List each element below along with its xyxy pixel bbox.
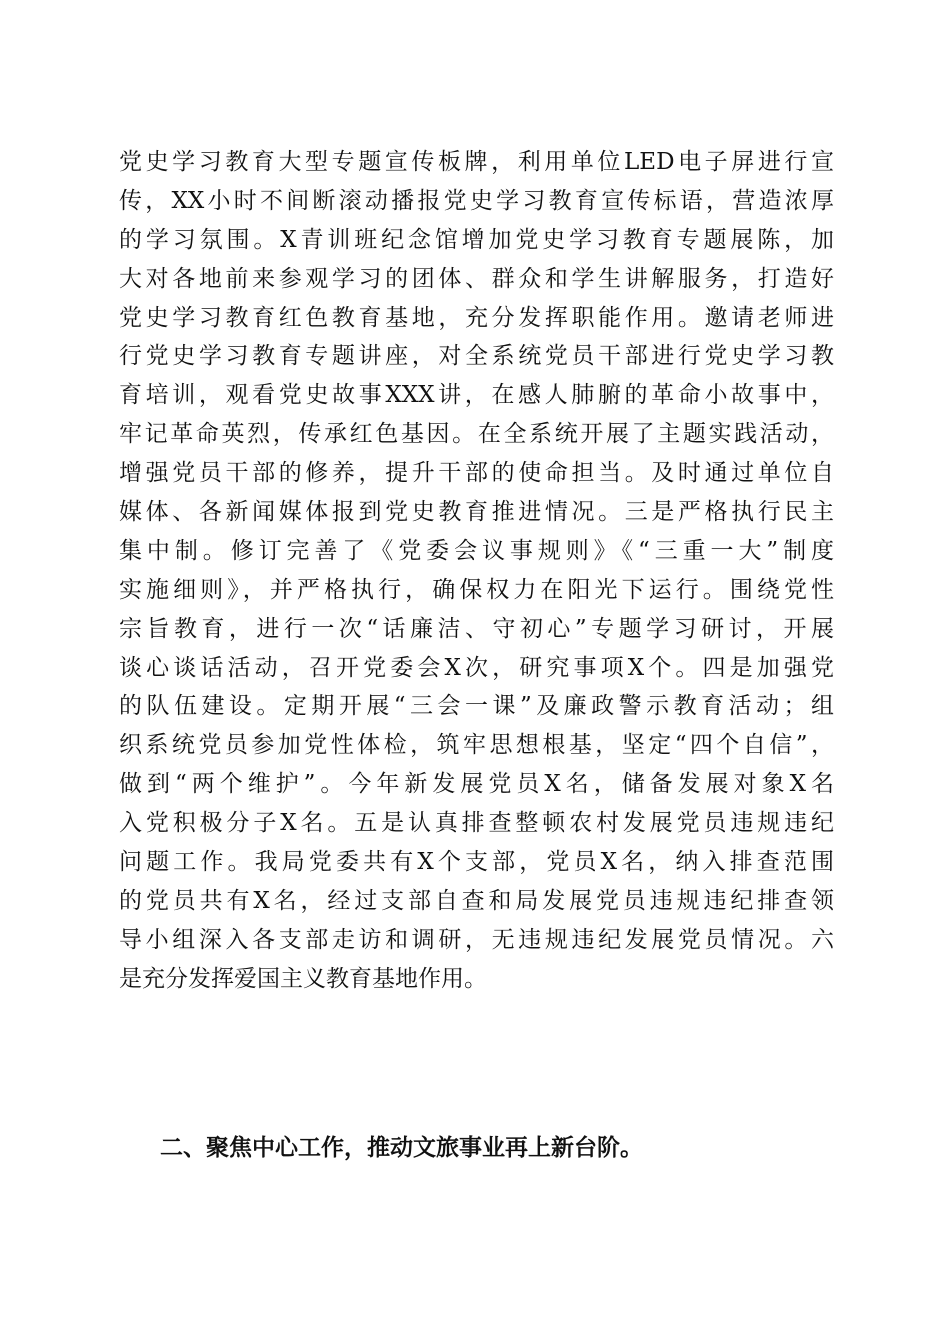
paragraph-line: 问题工作。我局党委共有X个支部，党员X名，纳入排查范围 bbox=[119, 849, 834, 876]
paragraph-line: 育培训，观看党史故事XXX讲，在感人肺腑的革命小故事中， bbox=[119, 382, 834, 409]
paragraph-line: 增强党员干部的修养，提升干部的使命担当。及时通过单位自 bbox=[119, 460, 834, 487]
paragraph-line: 宗旨教育，进行一次“话廉洁、守初心”专题学习研讨，开展 bbox=[119, 615, 834, 642]
paragraph-line: 做到“两个维护”。今年新发展党员X名，储备发展对象X名 bbox=[119, 771, 834, 798]
paragraph-line: 谈心谈话活动，召开党委会X次，研究事项X个。四是加强党 bbox=[119, 654, 834, 681]
paragraph-line: 是充分发挥爱国主义教育基地作用。 bbox=[119, 965, 487, 992]
paragraph-line: 的党员共有X名，经过支部自查和局发展党员违规违纪排查领 bbox=[119, 887, 834, 914]
body-paragraph bbox=[119, 143, 834, 999]
paragraph-line: 导小组深入各支部走访和调研，无违规违纪发展党员情况。六 bbox=[119, 926, 834, 953]
paragraph-line: 传，XX小时不间断滚动播报党史学习教育宣传标语，营造浓厚 bbox=[119, 187, 834, 214]
paragraph-line: 媒体、各新闻媒体报到党史教育推进情况。三是严格执行民主 bbox=[119, 499, 834, 526]
paragraph-line: 的队伍建设。定期开展“三会一课”及廉政警示教育活动；组 bbox=[119, 693, 834, 720]
paragraph-line: 的学习氛围。X青训班纪念馆增加党史学习教育专题展陈，加 bbox=[119, 226, 834, 253]
paragraph-line: 党史学习教育红色教育基地，充分发挥职能作用。邀请老师进 bbox=[119, 304, 834, 331]
paragraph-line: 牢记革命英烈，传承红色基因。在全系统开展了主题实践活动， bbox=[119, 421, 834, 448]
paragraph-line: 集中制。修订完善了《党委会议事规则》《“三重一大”制度 bbox=[119, 537, 834, 564]
section-heading: 二、聚焦中心工作，推动文旅事业再上新台阶。 bbox=[160, 1135, 643, 1161]
paragraph-line: 织系统党员参加党性体检，筑牢思想根基，坚定“四个自信”， bbox=[119, 732, 834, 759]
paragraph-line: 行党史学习教育专题讲座，对全系统党员干部进行党史学习教 bbox=[119, 343, 834, 370]
paragraph-line: 大对各地前来参观学习的团体、群众和学生讲解服务，打造好 bbox=[119, 265, 834, 292]
paragraph-line: 党史学习教育大型专题宣传板牌，利用单位LED电子屏进行宣 bbox=[119, 149, 834, 175]
paragraph-line: 实施细则》，并严格执行，确保权力在阳光下运行。围绕党性 bbox=[119, 576, 834, 603]
paragraph-line: 入党积极分子X名。五是认真排查整顿农村发展党员违规违纪 bbox=[119, 810, 834, 837]
